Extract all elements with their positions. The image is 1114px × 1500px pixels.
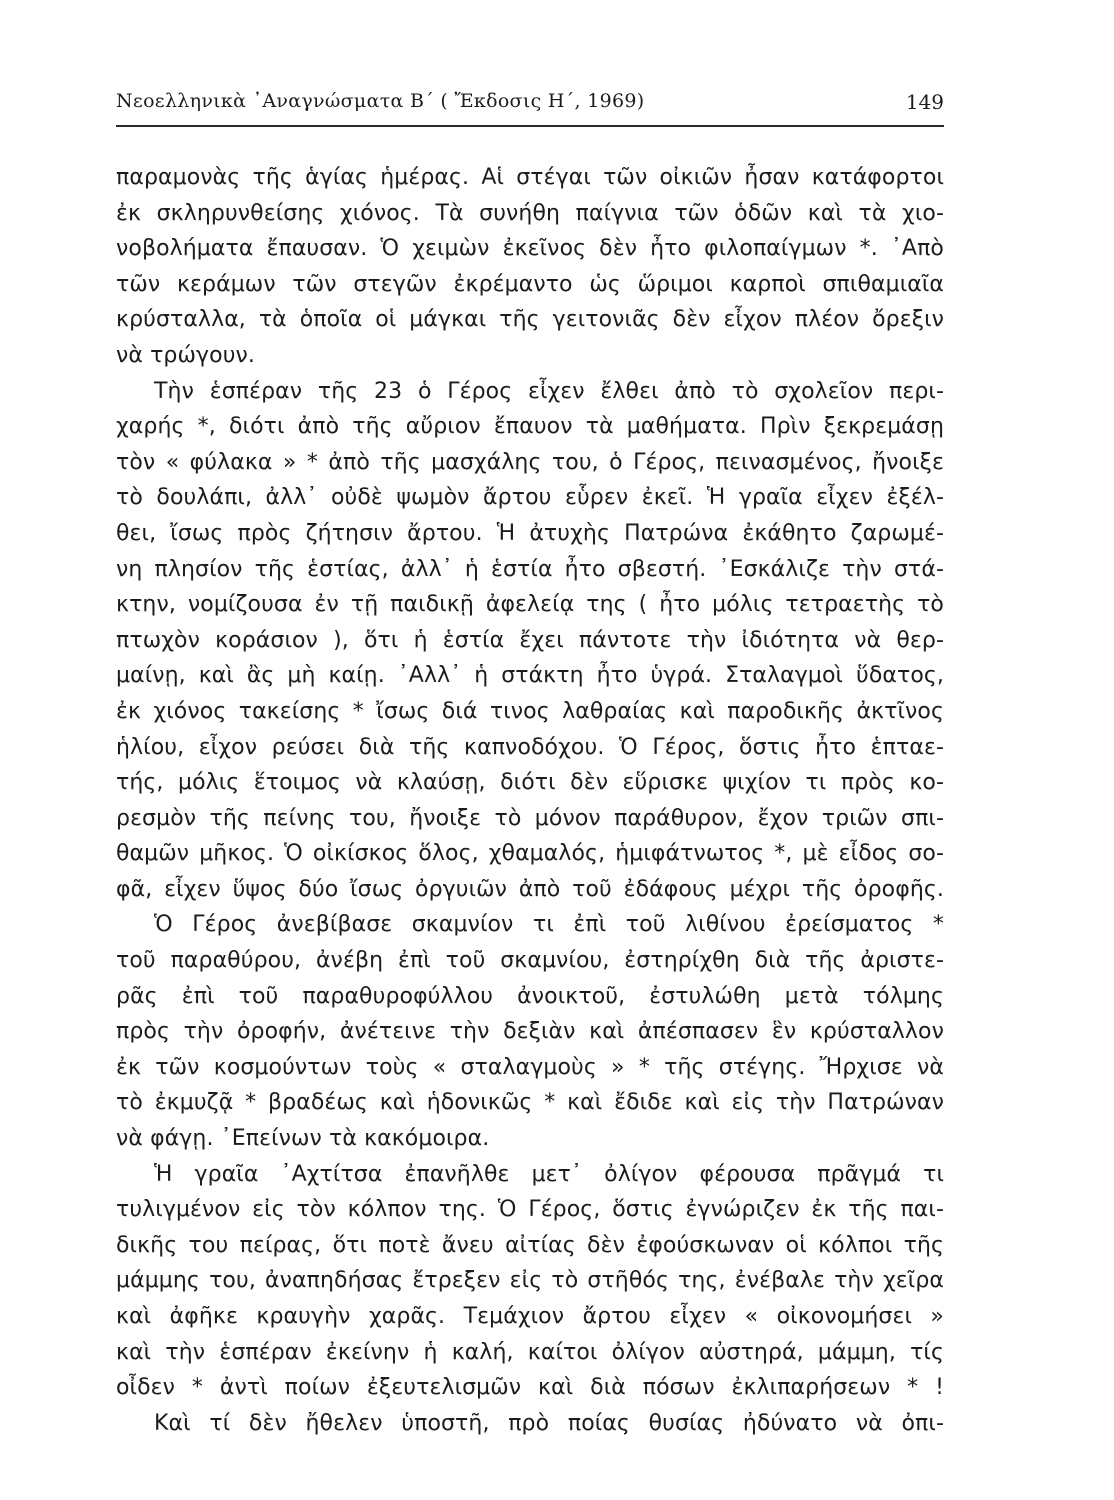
text-line: τὸ δουλάπι, ἀλλ᾿ οὐδὲ ψωμὸν ἄρτου εὗρεν ἐκεῖ. Ἡ γραῖα εἶχεν ἐξέλ- [116,485,944,511]
header-rule [116,125,944,127]
body-text [116,160,944,1441]
text-line: οἶδεν * ἀντὶ ποίων ἐξευτελισμῶν καὶ διὰ πόσων ἐκλιπαρήσεων * ! [116,1375,944,1401]
text-line: νη πλησίον τῆς ἑστίας, ἀλλ᾿ ἡ ἑστία ἦτο σβεστή. ᾿Εσκάλιζε τὴν στά- [116,556,944,582]
text-line: τυλιγμένον εἰς τὸν κόλπον της. Ὁ Γέρος, ὅστις ἐγνώριζεν ἐκ τῆς παι- [116,1197,944,1223]
text-line: δικῆς του πείρας, ὅτι ποτὲ ἄνευ αἰτίας δὲν ἐφούσκωναν οἱ κόλποι τῆς [116,1232,944,1258]
text-line: τοῦ παραθύρου, ἀνέβη ἐπὶ τοῦ σκαμνίου, ἐστηρίχθη διὰ τῆς ἀριστε- [116,948,944,974]
text-line: χαρής *, διότι ἀπὸ τῆς αὔριον ἔπαυον τὰ μαθήματα. Πρὶν ξεκρεμάσῃ [116,414,944,440]
text-line: Τὴν ἑσπέραν τῆς 23 ὁ Γέρος εἶχεν ἔλθει ἀπὸ τὸ σχολεῖον περι- [154,378,944,404]
text-line: ἡλίου, εἶχον ρεύσει διὰ τῆς καπνοδόχου. Ὁ Γέρος, ὅστις ἦτο ἑπταε- [116,734,944,760]
text-line: καὶ ἀφῆκε κραυγὴν χαρᾶς. Τεμάχιον ἄρτου εἶχεν « οἰκονομήσει » [116,1304,944,1329]
text-line: φᾶ, εἶχεν ὕψος δύο ἴσως ὀργυιῶν ἀπὸ τοῦ ἐδάφους μέχρι τῆς ὀροφῆς. [116,876,944,902]
text-line: κτην, νομίζουσα ἐν τῇ παιδικῇ ἀφελείᾳ της ( ἦτο μόλις τετραετὴς τὸ [116,592,944,618]
text-line: τὸ ἐκμυζᾷ * βραδέως καὶ ἡδονικῶς * καὶ ἔδιδε καὶ εἰς τὴν Πατρώναν [116,1090,944,1116]
text-line: ρᾶς ἐπὶ τοῦ παραθυροφύλλου ἀνοικτοῦ, ἐστυλώθη μετὰ τόλμης [116,983,944,1009]
text-line: θει, ἴσως πρὸς ζήτησιν ἄρτου. Ἡ ἀτυχὴς Πατρώνα ἐκάθητο ζαρωμέ- [116,520,944,546]
text-line: πτωχὸν κοράσιον ), ὅτι ἡ ἑστία ἔχει πάντοτε τὴν ἰδιότητα νὰ θερ- [116,627,944,653]
text-line: ρεσμὸν τῆς πείνης του, ἤνοιξε τὸ μόνον παράθυρον, ἔχον τριῶν σπι- [116,805,944,831]
text-line: τὸν « φύλακα » * ἀπὸ τῆς μασχάλης του, ὁ Γέρος, πεινασμένος, ἤνοιξε [116,449,944,475]
page-number: 149 [905,90,944,114]
text-line: πρὸς τὴν ὀροφήν, ἀνέτεινε τὴν δεξιὰν καὶ ἀπέσπασεν ἓν κρύσταλλον [116,1019,944,1045]
text-line: νοβολήματα ἔπαυσαν. Ὁ χειμὼν ἐκεῖνος δὲν ἦτο φιλοπαίγμων *. ᾿Απὸ [116,236,944,262]
text-line: καὶ τὴν ἑσπέραν ἐκείνην ἡ καλή, καίτοι ὀλίγον αὐστηρά, μάμμη, τίς [116,1339,944,1365]
text-line: θαμῶν μῆκος. Ὁ οἰκίσκος ὅλος, χθαμαλός, ἡμιφάτνωτος *, μὲ εἶδος σο- [116,841,944,867]
running-head-title: Νεοελληνικὰ ᾿Αναγνώσματα Β΄ ( Ἔκδοσις Η΄, 1969) [116,90,645,112]
text-line: παραμονὰς τῆς ἁγίας ἡμέρας. Αἱ στέγαι τῶν οἰκιῶν ἦσαν κατάφορτοι [116,165,944,190]
text-line: ἐκ σκληρυνθείσης χιόνος. Τὰ συνήθη παίγνια τῶν ὁδῶν καὶ τὰ χιο- [116,200,944,226]
text-line: κρύσταλλα, τὰ ὁποῖα οἱ μάγκαι τῆς γειτονιᾶς δὲν εἶχον πλέον ὄρεξιν [116,307,944,333]
text-line: ἐκ χιόνος τακείσης * ἴσως διά τινος λαθραίας καὶ παροδικῆς ἀκτῖνος [116,698,944,724]
text-line: νὰ φάγῃ. ᾿Επείνων τὰ κακόμοιρα. [116,1126,490,1152]
text-line: Ἡ γραῖα ᾿Αχτίτσα ἐπανῆλθε μετ᾿ ὀλίγον φέρουσα πρᾶγμά τι [154,1161,944,1187]
text-line: Καὶ τί δὲν ἤθελεν ὑποστῆ, πρὸ ποίας θυσίας ἠδύνατο νὰ ὀπι- [154,1410,944,1436]
text-line: τής, μόλις ἕτοιμος νὰ κλαύσῃ, διότι δὲν εὕρισκε ψιχίον τι πρὸς κο- [116,770,944,796]
text-line: νὰ τρώγουν. [116,342,256,368]
text-line: Ὁ Γέρος ἀνεβίβασε σκαμνίον τι ἐπὶ τοῦ λιθίνου ἐρείσματος * [154,912,944,938]
text-line: τῶν κεράμων τῶν στεγῶν ἐκρέμαντο ὡς ὥριμοι καρποὶ σπιθαμιαῖα [116,271,944,297]
text-line: μάμμης του, ἀναπηδήσας ἔτρεξεν εἰς τὸ στῆθός της, ἐνέβαλε τὴν χεῖρα [116,1268,944,1294]
text-line: ἐκ τῶν κοσμούντων τοὺς « σταλαγμοὺς » * τῆς στέγης. Ἤρχισε νὰ [116,1054,944,1080]
running-head [116,88,944,122]
text-line: μαίνῃ, καὶ ἂς μὴ καίῃ. ᾿Αλλ᾿ ἡ στάκτη ἦτο ὑγρά. Σταλαγμοὶ ὕδατος, [116,663,944,689]
